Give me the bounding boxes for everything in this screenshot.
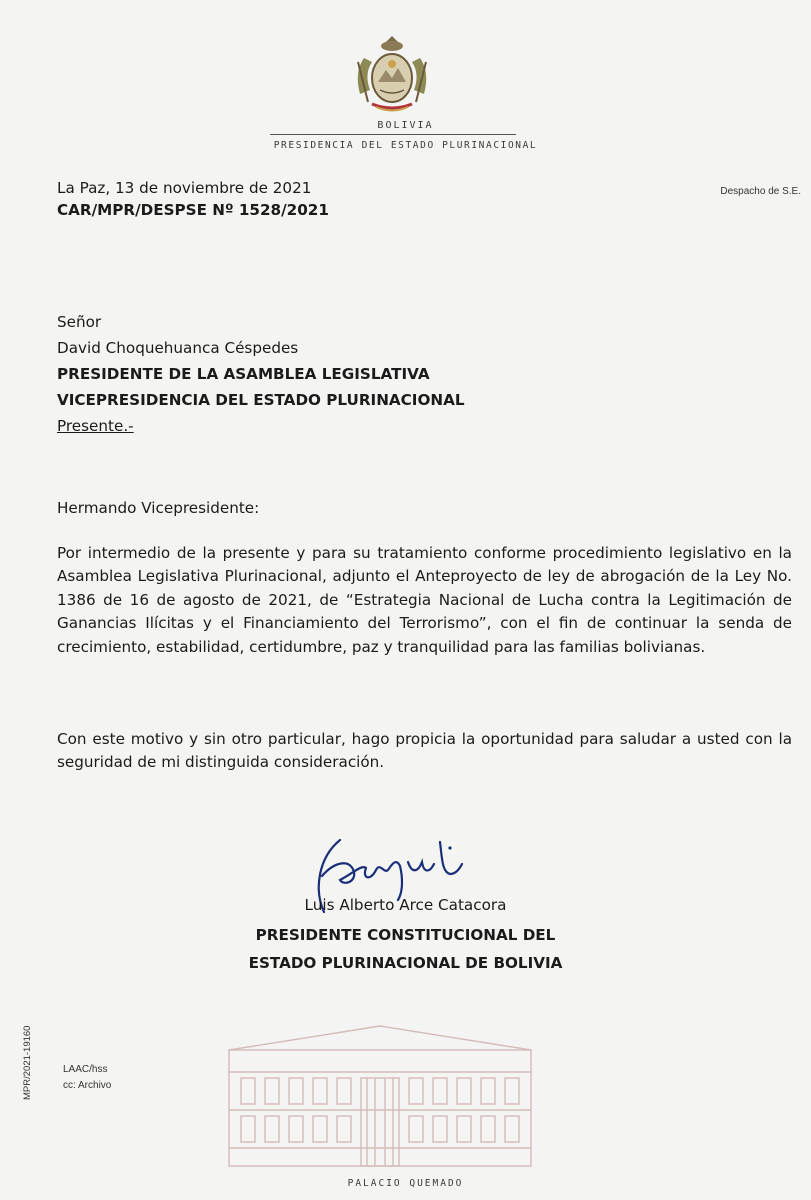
side-document-code: MPR/2021-19160 — [22, 1025, 33, 1100]
greeting: Hermando Vicepresidente: — [57, 499, 260, 517]
signer-title-line1: PRESIDENTE CONSTITUCIONAL DEL — [255, 926, 556, 944]
header-country: BOLIVIA — [377, 120, 434, 131]
despacho-label: Despacho de S.E. — [720, 186, 801, 197]
signer-title-line2: ESTADO PLURINACIONAL DE BOLIVIA — [248, 954, 563, 972]
initials: LAAC/hss — [63, 1064, 108, 1075]
header-presidency: PRESIDENCIA DEL ESTADO PLURINACIONAL — [273, 140, 538, 151]
palace-watermark-icon — [225, 1020, 535, 1170]
cc-archivo: cc: Archivo — [63, 1080, 112, 1091]
recipient-role-line1: PRESIDENTE DE LA ASAMBLEA LEGISLATIVA — [57, 365, 430, 383]
recipient-name: David Choquehuanca Céspedes — [57, 339, 299, 357]
recipient-role-line2: VICEPRESIDENCIA DEL ESTADO PLURINACIONAL — [57, 391, 465, 409]
place-date: La Paz, 13 de noviembre de 2021 — [57, 179, 312, 197]
recipient-title: Señor — [57, 313, 102, 331]
body-paragraph-2: Con este motivo y sin otro particular, hago propicia la oportunidad para saludar a usted con la seguridad de mi distinguida consideración. — [57, 730, 792, 772]
body-paragraph-1: Por intermedio de la presente y para su tratamiento conforme procedimiento legislativo en la Asamblea Legislativa Plurinacional, adjunto el Anteproyecto de ley de abrogación de la Ley No. 1386 de 16 de agosto de 2021, de “Estrategia Nacional de Lucha contra la Legitimación de Ganancias Ilícitas y el Financiamiento del Terrorismo”, con el fin de continuar la senda de crecimiento, estabilidad, certidumbre, paz y tranquilidad para las familias bolivianas. — [57, 544, 792, 656]
reference-number: CAR/MPR/DESPSE Nº 1528/2021 — [57, 201, 329, 219]
bolivia-coat-of-arms-icon — [346, 32, 438, 114]
header-divider — [270, 134, 516, 135]
signer-name: Luis Alberto Arce Catacora — [304, 896, 507, 914]
presente: Presente.- — [57, 417, 134, 435]
footer-palace: PALACIO QUEMADO — [347, 1178, 464, 1189]
